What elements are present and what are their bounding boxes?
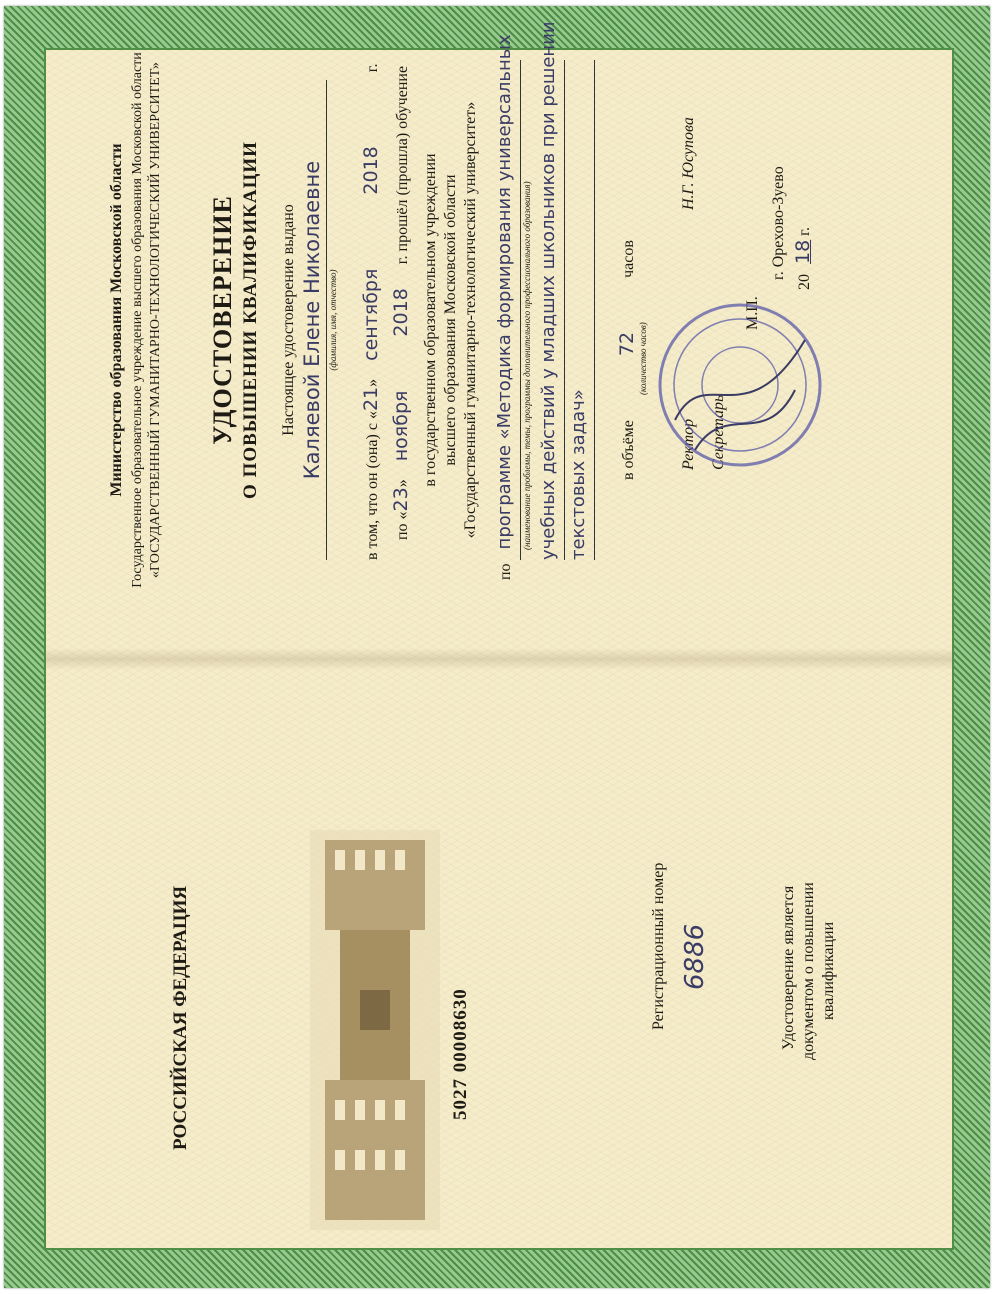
to-date-row: по «23» ноября 2018 г. прошёл (прошла) обучение: [390, 65, 412, 540]
note-line-1: Удостоверение является: [780, 885, 797, 1050]
issue-year-row: [792, 227, 814, 290]
rector-name: Н.Г. Юсупова: [680, 117, 697, 210]
program-line-1: программе «Методика формирования универсальных: [494, 34, 515, 550]
to-prefix: по: [394, 523, 411, 540]
name-caption: (фамилия, имя, отчество): [328, 269, 338, 371]
from-day: 21: [360, 386, 382, 412]
to-suffix: г. прошёл (прошла) обучение: [394, 65, 411, 265]
certificate-title: УДОСТОВЕРЕНИЕ: [208, 195, 237, 445]
note-line-3: квалификации: [820, 921, 837, 1020]
program-underline-2: [564, 60, 565, 560]
university-building-icon: [290, 820, 460, 1240]
city-label: г. Орехово-Зуево: [770, 166, 787, 280]
program-caption: (наименование проблемы, темы, программы дополнительного профессионального образования): [522, 181, 532, 550]
name-underline: [326, 80, 327, 560]
hours-caption: (количество часов): [638, 322, 648, 395]
program-underline-3: [594, 60, 595, 560]
volume-prefix: в объёме: [620, 420, 637, 480]
to-month: ноября: [390, 390, 412, 462]
program-prefix: по: [497, 563, 514, 580]
certificate-subtitle: О ПОВЫШЕНИИ КВАЛИФИКАЦИИ: [240, 141, 261, 499]
serial-number: 5027 00008630: [450, 988, 471, 1120]
hours-value: 72: [616, 331, 638, 357]
institution-line-1: Государственное образовательное учреждение высшего образования Московской области: [130, 52, 145, 588]
from-year-suffix: г.: [364, 63, 381, 73]
hours-suffix: часов: [620, 240, 637, 278]
from-prefix: в том, что он (она) с: [364, 423, 381, 560]
recipient-name: Каляевой Елене Николаевне: [300, 160, 324, 480]
country-name: РОССИЙСКАЯ ФЕДЕРАЦИЯ: [170, 885, 191, 1150]
program-line-2: учебных действий у младших школьников при решении: [538, 21, 559, 560]
issue-year-prefix: 20: [796, 274, 813, 290]
program-line-3: текстовых задач»: [568, 389, 589, 560]
official-seal-icon: [655, 300, 825, 470]
program-row: [494, 34, 515, 580]
to-year: 2018: [390, 288, 412, 337]
to-day: 23: [390, 487, 412, 512]
institution-text-1: в государственном образовательном учреждении: [422, 153, 439, 487]
rector-label: Ректор: [680, 418, 697, 470]
issue-year-value: 18: [792, 239, 814, 264]
from-year: 2018: [360, 146, 382, 195]
volume-row: [616, 240, 638, 480]
registration-label: Регистрационный номер: [650, 862, 667, 1030]
registration-number: 6886: [680, 923, 710, 990]
note-line-2: документом о повышении: [800, 882, 817, 1060]
program-underline-1: [520, 60, 521, 560]
stamp-label: М.П.: [744, 296, 761, 330]
issued-to-label: Настоящее удостоверение выдано: [280, 204, 297, 436]
from-month: сентября: [360, 268, 382, 361]
ministry-line: Министерство образования Московской области: [108, 143, 125, 497]
issue-year-end: г.: [796, 227, 813, 236]
secretary-label: Секретарь: [710, 394, 727, 470]
institution-text-3: «Государственный гуманитарно-технологический университет»: [462, 101, 479, 539]
from-date-row: в том, что он (она) с «21» сентября 2018 г.: [360, 63, 382, 560]
institution-text-2: высшего образования Московской области: [442, 174, 459, 466]
institution-line-2: «ГОСУДАРСТВЕННЫЙ ГУМАНИТАРНО-ТЕХНОЛОГИЧЕСКИЙ УНИВЕРСИТЕТ»: [148, 62, 163, 578]
